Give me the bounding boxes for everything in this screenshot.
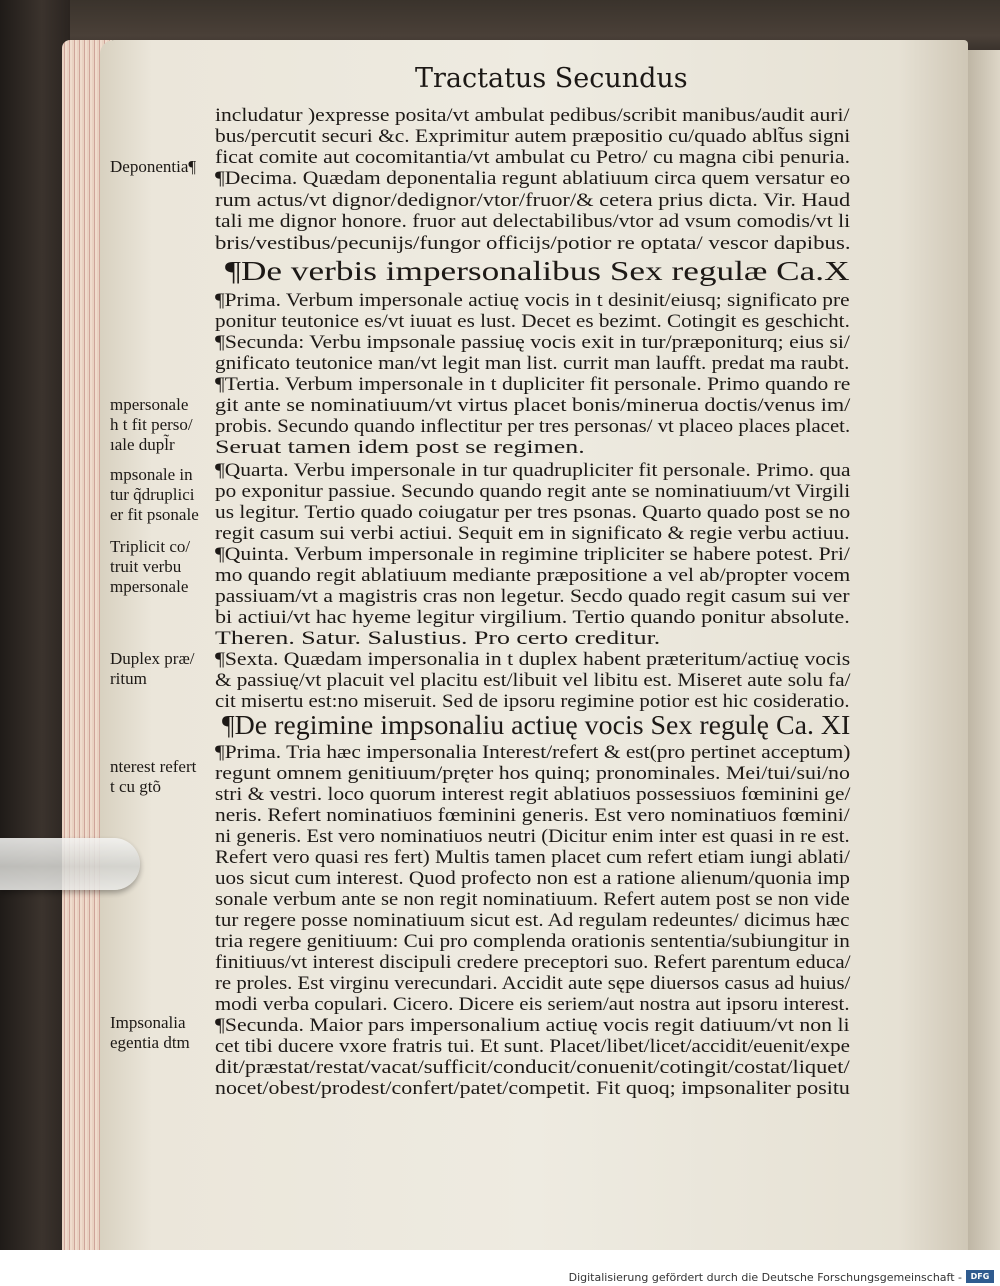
margin-note: Triplicit co/: [110, 537, 191, 556]
text-line: ¶Tertia. Verbum impersonale in t dupliciter fit personale. Primo quando re: [215, 375, 851, 395]
margin-note: ritum: [110, 669, 147, 688]
margin-note: mpersonale: [110, 395, 189, 414]
text-line: ¶Secunda: Verbu impsonale passiuę vocis exit in tur/præponiturq; eius si/: [215, 333, 850, 353]
text-line: ¶Decima. Quædam deponentalia regunt ablatiuum circa quem versatur eo: [215, 169, 851, 189]
book-spine: [0, 0, 70, 1250]
text-line: includatur )expresse posita/vt ambulat pedibus/scribit manibus/audit auri/: [215, 106, 850, 126]
text-line: ¶Prima. Tria hæc impersonalia Interest/refert & est(pro pertinet acceptum): [215, 743, 851, 763]
text-line: Seruat tamen idem post se regimen.: [215, 438, 585, 458]
text-line: ficat comite aut cocomitantia/vt ambulat cu Petro/ cu magna cibi penuria.: [215, 148, 850, 168]
margin-note: tur q̃druplici: [110, 485, 195, 504]
margin-note: Deponentia¶: [110, 157, 197, 176]
text-line: passiuam/vt a magistris cras non legetur. Secdo quado regit casum sui ver: [215, 587, 850, 607]
text-line: cet tibi ducere vxore fratris tui. Et sunt. Placet/libet/licet/accidit/euenit/expe: [215, 1037, 850, 1057]
text-line: ¶Quinta. Verbum impersonale in regimine tripliciter se habere potest. Pri/: [215, 545, 850, 565]
margin-note: mpersonale: [110, 577, 189, 596]
margin-note: h t fit perso/: [110, 415, 193, 434]
text-line: re proles. Est virginu verecundari. Accidit aute sępe diuersos casus ad huius/: [215, 974, 851, 994]
margin-note: nterest refert: [110, 757, 197, 776]
margin-note: er fit psonale: [110, 505, 199, 524]
text-line: uos sicut cum interest. Quod profecto non est a ratione alienum/quonia imp: [215, 869, 850, 889]
page-clip: [0, 838, 140, 890]
text-line: us legitur. Tertio quado coiugatur per tres psonas. Quarto quado post se no: [215, 503, 851, 523]
text-line: bris/vestibus/pecunijs/fungor officijs/potior re optata/ vescor dapibus.: [215, 234, 851, 254]
margin-note: mpsonale in: [110, 465, 193, 484]
funding-notice: Digitalisierung gefördert durch die Deutsche Forschungsgemeinschaft -: [568, 1271, 962, 1284]
dfg-logo-icon: DFG: [966, 1270, 994, 1283]
text-line: tur regere posse nominatiuum sicut est. Ad regulam redeuntes/ dicimus hæc: [215, 911, 850, 931]
text-line: dit/præstat/restat/vacat/sufficit/conducit/conuenit/cotingit/costat/liquet/: [215, 1058, 850, 1078]
text-line: sonale verbum ante se non regit nominatiuum. Refert autem post se non vide: [215, 890, 850, 910]
text-line: po exponitur passiue. Secundo quando regit ante se nominatiuum/vt Virgili: [215, 482, 851, 502]
text-line: regit casum sui verbi actiui. Sequit em in significato & regie verbu actiuu.: [215, 524, 850, 544]
text-line: rum actus/vt dignor/dedignor/vtor/fruor/& cetera prius dicta. Vir. Haud: [215, 191, 851, 211]
text-line: ¶Secunda. Maior pars impersonalium actiuę vocis regit datiuum/vt non li: [215, 1016, 850, 1036]
chapter-heading: ¶De verbis impersonalibus Sex regulæ Ca.X: [225, 256, 850, 286]
text-line: Theren. Satur. Salustius. Pro certo creditur.: [215, 629, 661, 649]
text-line: nocet/obest/prodest/confert/patet/competit. Fit quoq; impsonaliter positu: [215, 1079, 850, 1099]
margin-note: egentia dtm: [110, 1033, 190, 1052]
text-line: regunt omnem genitiuum/pręter hos quinq; pronominales. Mei/tui/sui/no: [215, 764, 850, 784]
text-line: modi verba copulari. Cicero. Dicere eis seriem/aut nostra aut ipsoru interest.: [215, 995, 850, 1015]
text-line: bi actiui/vt hac hyeme legitur virgilium. Tertio quando ponitur absolute.: [215, 608, 850, 628]
running-head: Tractatus Secundus: [415, 63, 688, 94]
chapter-heading: ¶De regimine impsonaliu actiuę vocis Sex regulę Ca. XI: [222, 710, 851, 740]
margin-note: Impsonalia: [110, 1013, 186, 1032]
margin-note: t cu gtõ: [110, 777, 161, 796]
text-line: finitiuus/vt interest discipuli credere preceptori suo. Refert parentum educa/: [215, 953, 851, 973]
text-line: tali me dignor honore. fruor aut delectabilibus/vtor ad vsum comodis/vt li: [215, 212, 851, 232]
text-line: cit misertu est:no miseruit. Sed de ipsoru regimine potior est hic cosideratio.: [215, 692, 850, 712]
text-line: ¶Prima. Verbum impersonale actiuę vocis in t desinit/eiusq; significato pre: [215, 291, 850, 311]
margin-note: ıale dupl̃r: [110, 435, 175, 454]
text-line: mo quando regit ablatiuum mediante præpositione a vel ab/propter vocem: [215, 566, 851, 586]
text-line: ¶Quarta. Verbu impersonale in tur quadrupliciter fit personale. Primo. qua: [215, 461, 851, 481]
text-line: git ante se nominatiuum/vt virtus placet bonis/minerua doctis/venus im/: [215, 396, 851, 416]
text-line: tria regere genitiuum: Cui pro complenda orationis sententia/subiungitur in: [215, 932, 850, 952]
text-line: ponitur teutonice es/vt iuuat es lust. Decet es bezimt. Cotingit es geschicht.: [215, 312, 850, 332]
text-line: neris. Refert nominatiuos fœminini generis. Est vero nominatiuos fœmini/: [215, 806, 850, 826]
text-line: ni generis. Est vero nominatiuos neutri (Dicitur enim inter est quasi in re est.: [215, 827, 850, 847]
footer-bar: [0, 1250, 1000, 1286]
text-line: stri & vestri. loco quorum interest regit ablatiuos possessiuos fœminini ge/: [215, 785, 851, 805]
margin-note: truit verbu: [110, 557, 182, 576]
text-line: bus/percutit securi &c. Exprimitur autem præpositio cu/quado ablt̃us signi: [215, 127, 851, 147]
text-line: & passiuę/vt placuit vel placitu est/libuit vel libitu est. Miseret aute solu fa/: [215, 671, 851, 691]
text-line: Refert vero quasi res fert) Multis tamen placet cum refert etiam iungi ablati/: [215, 848, 850, 868]
text-line: probis. Secundo quando inflectitur per tres personas/ vt placeo places placet.: [215, 417, 851, 437]
margin-note: Duplex præ/: [110, 649, 195, 668]
text-line: ¶Sexta. Quædam impersonalia in t duplex habent præteritum/actiuę vocis: [215, 650, 851, 670]
text-line: gnificato teutonice man/vt legit man list. currit man laufft. predat ma raubt.: [215, 354, 850, 374]
